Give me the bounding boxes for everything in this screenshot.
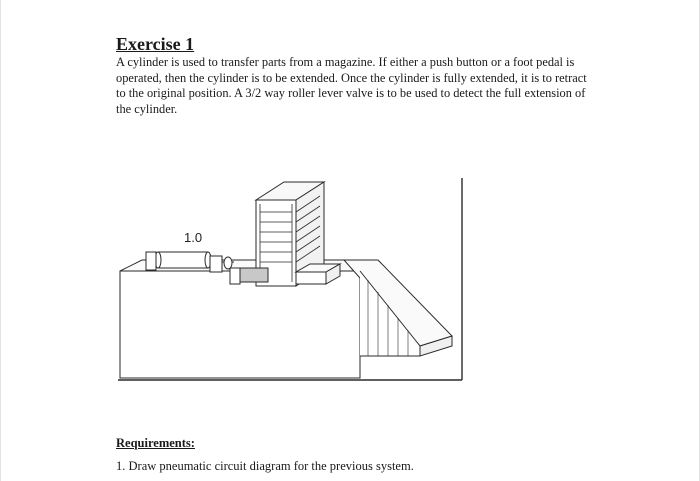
table-front xyxy=(120,271,360,378)
cylinder-mount-rear xyxy=(146,252,156,270)
requirement-item: 1. Draw pneumatic circuit diagram for the previous system. xyxy=(116,459,414,473)
exercise-title: Exercise 1 xyxy=(116,34,195,54)
cylinder-label: 1.0 xyxy=(184,230,203,245)
exercise-description: A cylinder is used to transfer parts from a magazine. If either a push button or a foot pedal is operated, then the cylinder is to be extended. Once the cylinder is fully extended, it is to retract to the original position. A 3/2 way roller lever valve is to be used to detect the full extension of the cylinder. xyxy=(116,55,587,116)
part-in-slot xyxy=(240,268,268,282)
guide-block xyxy=(230,268,240,284)
cylinder-body xyxy=(158,252,208,268)
requirements-heading: Requirements: xyxy=(116,436,195,450)
magazine-cylinder-illustration xyxy=(112,168,472,388)
cylinder-mount-front xyxy=(210,256,222,272)
